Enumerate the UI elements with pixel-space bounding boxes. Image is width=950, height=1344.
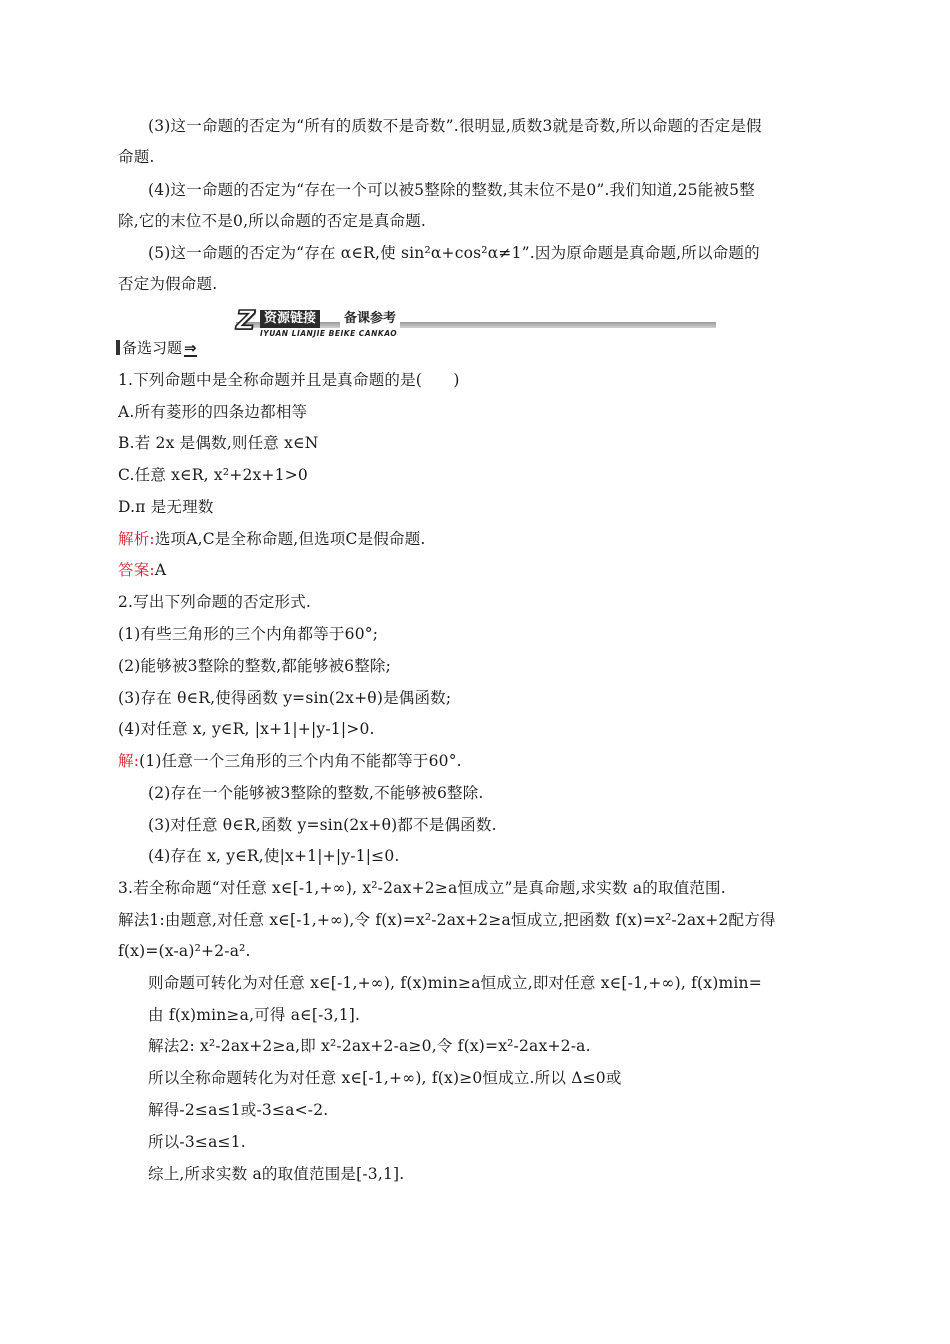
text-line: 否定为假命题.: [118, 275, 218, 293]
solution-line: 综上,所求实数 a的取值范围是[-3,1].: [148, 1165, 405, 1183]
banner-label-resource: 资源链接: [260, 310, 320, 328]
solution-line: 由 f(x)min≥a,可得 a∈[-3,1].: [148, 1006, 361, 1024]
answer-text: A: [154, 561, 167, 579]
question-item: (4)对任意 x, y∈R, |x+1|+|y-1|>0.: [118, 720, 375, 738]
question-item: (1)有些三角形的三个内角都等于60°;: [118, 625, 379, 643]
solution-line: [118, 750, 462, 772]
resource-banner: [236, 306, 716, 338]
question-stem: 1.下列命题中是全称命题并且是真命题的是( ): [118, 371, 460, 389]
option-b: B.若 2x 是偶数,则任意 x∈N: [118, 434, 319, 452]
question-item: (3)存在 θ∈R,使得函数 y=sin(2x+θ)是偶函数;: [118, 689, 452, 707]
question-item: (2)能够被3整除的整数,都能够被6整除;: [118, 657, 392, 675]
text-line: (5)这一命题的否定为“存在 α∈R,使 sin²α+cos²α≠1”.因为原命题是真命题,所以命题的: [148, 244, 760, 262]
answer-line: [118, 559, 166, 581]
analysis-text: 选项A,C是全称命题,但选项C是假命题.: [154, 530, 426, 548]
question-stem: 2.写出下列命题的否定形式.: [118, 593, 312, 611]
solution-line: (2)存在一个能够被3整除的整数,不能够被6整除.: [148, 784, 484, 802]
text-line: 命题.: [118, 148, 155, 166]
answer-label: 答案:: [118, 561, 155, 579]
analysis-label: 解析:: [118, 530, 155, 548]
question-stem: 3.若全称命题“对任意 x∈[-1,+∞), x²-2ax+2≥a恒成立”是真命题,求实数 a的取值范围.: [118, 879, 726, 897]
solution-line: 所以全称命题转化为对任意 x∈[-1,+∞), f(x)≥0恒成立.所以 Δ≤0或: [148, 1069, 622, 1087]
option-c: C.任意 x∈R, x²+2x+1>0: [118, 466, 308, 484]
banner-label-reference: 备课参考: [340, 310, 400, 328]
text-line: (3)这一命题的否定为“所有的质数不是奇数”.很明显,质数3就是奇数,所以命题的否定是假: [148, 117, 762, 135]
solution-line: 解法1:由题意,对任意 x∈[-1,+∞),令 f(x)=x²-2ax+2≥a恒成立,把函数 f(x)=x²-2ax+2配方得: [118, 911, 776, 929]
solution-line: 则命题可转化为对任意 x∈[-1,+∞), f(x)min≥a恒成立,即对任意 x∈[-1,+∞), f(x)min=: [148, 974, 762, 992]
solution-line: f(x)=(x-a)²+2-a².: [118, 942, 251, 960]
section-heading: [116, 338, 197, 358]
section-title: 备选习题: [122, 339, 183, 357]
text-line: (4)这一命题的否定为“存在一个可以被5整除的整数,其末位不是0”.我们知道,25能被5整: [148, 181, 755, 199]
solution-line: 所以-3≤a≤1.: [148, 1133, 246, 1151]
solution-line: 解法2: x²-2ax+2≥a,即 x²-2ax+2-a≥0,令 f(x)=x²-2ax+2-a.: [148, 1037, 591, 1055]
option-d: D.π 是无理数: [118, 498, 214, 516]
option-a: A.所有菱形的四条边都相等: [118, 403, 308, 421]
banner-subtitle: IYUAN LIANJIE BEIKE CANKAO: [260, 329, 398, 338]
solution-label: 解:: [118, 752, 140, 770]
arrow-icon: ⇒: [184, 339, 197, 357]
solution-line: (4)存在 x, y∈R,使|x+1|+|y-1|≤0.: [148, 847, 400, 865]
analysis-line: [118, 528, 426, 550]
banner-z-logo: Z: [236, 306, 255, 336]
section-marker: [116, 340, 120, 355]
solution-line: 解得-2≤a≤1或-3≤a<-2.: [148, 1101, 329, 1119]
text-line: 除,它的末位不是0,所以命题的否定是真命题.: [118, 212, 427, 230]
solution-text: (1)任意一个三角形的三个内角不能都等于60°.: [139, 752, 462, 770]
solution-line: (3)对任意 θ∈R,函数 y=sin(2x+θ)都不是偶函数.: [148, 816, 497, 834]
